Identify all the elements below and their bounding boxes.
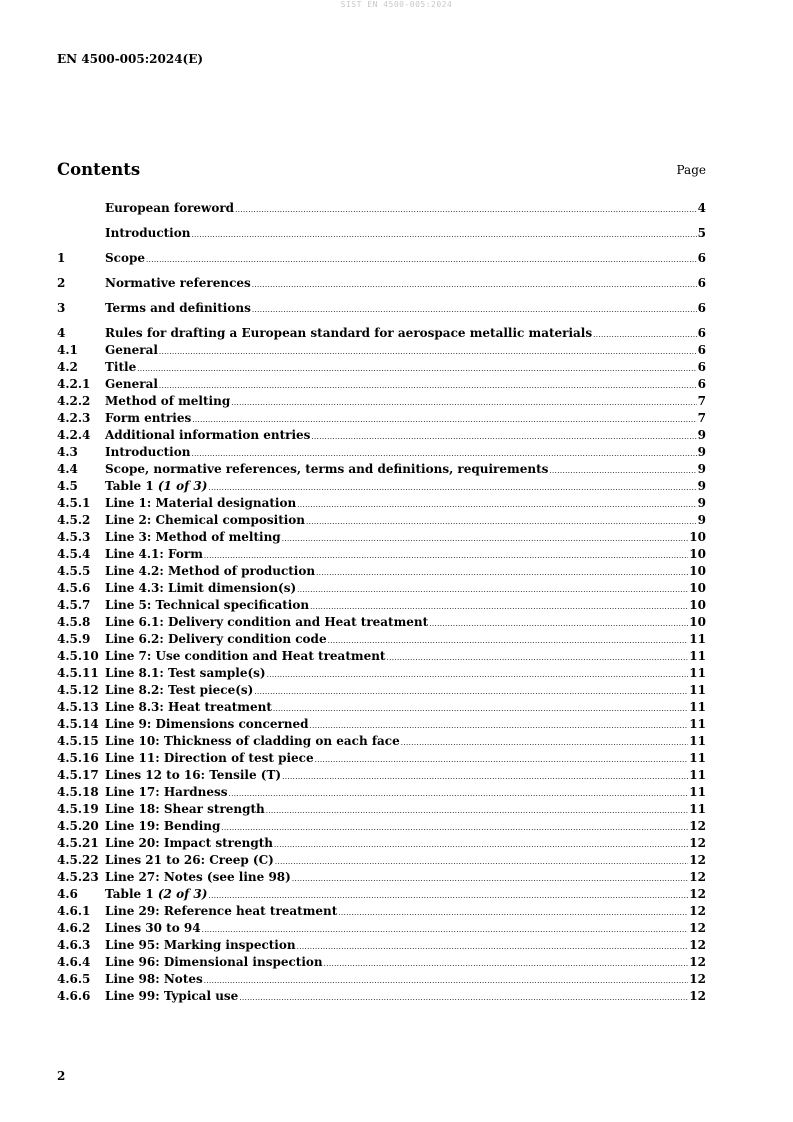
toc-entry[interactable] bbox=[57, 700, 706, 717]
toc-entry-number: 4.5.19 bbox=[57, 802, 99, 816]
toc-entry-title bbox=[105, 666, 266, 680]
toc-dot-leader bbox=[338, 909, 688, 917]
toc-entry-number: 4.2.4 bbox=[57, 428, 91, 442]
toc-entry-title bbox=[105, 343, 158, 357]
toc-entry[interactable] bbox=[57, 226, 706, 243]
toc-entry-number: 4.5 bbox=[57, 479, 78, 493]
toc-entry-title-text: Line 96: Dimensional inspection bbox=[105, 955, 323, 969]
toc-entry-title bbox=[105, 411, 191, 425]
toc-dot-leader bbox=[324, 960, 689, 968]
toc-entry-title bbox=[105, 768, 281, 782]
toc-entry[interactable] bbox=[57, 496, 706, 513]
toc-entry-title bbox=[105, 301, 251, 315]
toc-entry-title bbox=[105, 394, 230, 408]
toc-entry[interactable] bbox=[57, 938, 706, 955]
toc-entry-title-italic: (2 of 3) bbox=[157, 887, 208, 901]
toc-entry-title bbox=[105, 632, 327, 646]
toc-entry-title-italic: (1 of 3) bbox=[157, 479, 208, 493]
watermark: SIST EN 4500-005:2024 bbox=[340, 0, 453, 9]
toc-entry-page: 9 bbox=[697, 479, 706, 493]
toc-entry-title-text: Terms and definitions bbox=[105, 301, 251, 315]
toc-dot-leader bbox=[292, 875, 688, 883]
toc-entry-page: 6 bbox=[697, 343, 706, 357]
toc-dot-leader bbox=[235, 206, 697, 214]
toc-entry-title-text: Line 20: Impact strength bbox=[105, 836, 273, 850]
toc-entry-number: 3 bbox=[57, 301, 66, 315]
toc-entry-page: 11 bbox=[689, 683, 706, 697]
toc-entry[interactable] bbox=[57, 887, 706, 904]
toc-entry-title-text: Normative references bbox=[105, 276, 251, 290]
toc-entry-title bbox=[105, 615, 428, 629]
toc-entry-number: 4.5.20 bbox=[57, 819, 99, 833]
toc-entry-page: 10 bbox=[689, 615, 706, 629]
toc-entry[interactable] bbox=[57, 445, 706, 462]
toc-dot-leader bbox=[239, 994, 688, 1002]
toc-entry-title bbox=[105, 479, 207, 493]
toc-entry-title bbox=[105, 598, 309, 612]
toc-entry-number: 4.6.4 bbox=[57, 955, 91, 969]
toc-entry-title bbox=[105, 870, 291, 884]
toc-entry[interactable] bbox=[57, 201, 706, 218]
toc-entry-title-text: Lines 12 to 16: Tensile (T) bbox=[105, 768, 282, 782]
toc-dot-leader bbox=[229, 790, 689, 798]
page-title: Contents bbox=[57, 160, 141, 179]
toc-entry-number: 4.5.13 bbox=[57, 700, 99, 714]
toc-entry-title-text: Line 7: Use condition and Heat treatment bbox=[105, 649, 386, 663]
toc-dot-leader bbox=[282, 773, 688, 781]
toc-entry-title bbox=[105, 649, 385, 663]
toc-entry-title-text: Line 6.1: Delivery condition and Heat treatment bbox=[105, 615, 429, 629]
toc-entry-title-text: Line 19: Bending bbox=[105, 819, 221, 833]
toc-entry-title bbox=[105, 201, 234, 215]
toc-entry-title bbox=[105, 819, 220, 833]
toc-entry-number: 1 bbox=[57, 251, 66, 265]
toc-entry-number: 4.1 bbox=[57, 343, 78, 357]
toc-entry[interactable] bbox=[57, 819, 706, 836]
toc-dot-leader bbox=[266, 807, 689, 815]
toc-entry-title bbox=[105, 955, 323, 969]
toc-entry-page: 9 bbox=[697, 462, 706, 476]
toc-entry-title bbox=[105, 428, 310, 442]
toc-entry-page: 12 bbox=[689, 938, 706, 952]
toc-entry-page: 11 bbox=[689, 700, 706, 714]
toc-entry-title-text: Table 1 bbox=[105, 887, 158, 901]
toc-entry[interactable] bbox=[57, 377, 706, 394]
page-column-label: Page bbox=[676, 163, 706, 177]
toc-entry-number: 4.5.15 bbox=[57, 734, 99, 748]
toc-entry-title-text: Line 99: Typical use bbox=[105, 989, 239, 1003]
toc-dot-leader bbox=[267, 671, 689, 679]
toc-entry-number: 4.5.10 bbox=[57, 649, 99, 663]
toc-entry-title-text: Line 4.2: Method of production bbox=[105, 564, 316, 578]
toc-entry-number: 2 bbox=[57, 276, 66, 290]
toc-entry-page: 7 bbox=[697, 394, 706, 408]
toc-entry-title-text: Line 5: Technical specification bbox=[105, 598, 310, 612]
toc-entry[interactable] bbox=[57, 870, 706, 887]
toc-entry-page: 12 bbox=[689, 887, 706, 901]
toc-entry-number: 4.5.1 bbox=[57, 496, 91, 510]
toc-dot-leader bbox=[275, 858, 688, 866]
toc-entry[interactable] bbox=[57, 513, 706, 530]
toc-entry-number: 4.5.21 bbox=[57, 836, 99, 850]
toc-entry-page: 10 bbox=[689, 547, 706, 561]
toc-entry-number: 4.2 bbox=[57, 360, 78, 374]
toc-dot-leader bbox=[549, 467, 696, 475]
toc-entry-title bbox=[105, 377, 158, 391]
toc-entry-title-text: Line 98: Notes bbox=[105, 972, 203, 986]
toc-entry-title bbox=[105, 802, 265, 816]
toc-entry-number: 4.5.6 bbox=[57, 581, 91, 595]
toc-entry-number: 4.6.5 bbox=[57, 972, 91, 986]
toc-entry-title-text: Line 27: Notes (see line 98) bbox=[105, 870, 291, 884]
toc-entry[interactable] bbox=[57, 343, 706, 360]
toc-dot-leader bbox=[593, 331, 697, 339]
toc-entry[interactable] bbox=[57, 394, 706, 411]
toc-dot-leader bbox=[159, 348, 697, 356]
toc-entry-number: 4.5.12 bbox=[57, 683, 99, 697]
toc-entry-page: 12 bbox=[689, 904, 706, 918]
toc-entry[interactable] bbox=[57, 717, 706, 734]
toc-entry-title-text: Line 4.3: Limit dimension(s) bbox=[105, 581, 297, 595]
toc-entry-title bbox=[105, 972, 203, 986]
toc-entry[interactable] bbox=[57, 615, 706, 632]
toc-entry-title-text: Scope, normative references, terms and definitions, requirements bbox=[105, 462, 549, 476]
toc-dot-leader bbox=[311, 433, 696, 441]
toc-entry-title bbox=[105, 445, 190, 459]
toc-dot-leader bbox=[192, 416, 696, 424]
toc-entry-title bbox=[105, 683, 253, 697]
toc-entry-number: 4.5.7 bbox=[57, 598, 91, 612]
toc-entry-page: 12 bbox=[689, 870, 706, 884]
toc-entry-page: 10 bbox=[689, 564, 706, 578]
toc-entry-page: 12 bbox=[689, 853, 706, 867]
toc-entry[interactable] bbox=[57, 904, 706, 921]
toc-entry-title-text: Line 2: Chemical composition bbox=[105, 513, 306, 527]
toc-entry[interactable] bbox=[57, 598, 706, 615]
toc-entry[interactable] bbox=[57, 411, 706, 428]
toc-entry-page: 11 bbox=[689, 649, 706, 663]
toc-entry[interactable] bbox=[57, 836, 706, 853]
toc-entry-title bbox=[105, 462, 548, 476]
toc-entry[interactable] bbox=[57, 751, 706, 768]
toc-entry-title bbox=[105, 581, 296, 595]
toc-entry-number: 4.5.14 bbox=[57, 717, 99, 731]
toc-entry-title bbox=[105, 836, 273, 850]
toc-dot-leader bbox=[297, 943, 689, 951]
toc-entry[interactable] bbox=[57, 428, 706, 445]
toc-entry-title-text: Form entries bbox=[105, 411, 192, 425]
toc-entry-page: 12 bbox=[689, 921, 706, 935]
toc-entry-number: 4.6.6 bbox=[57, 989, 91, 1003]
toc-dot-leader bbox=[310, 722, 689, 730]
toc-dot-leader bbox=[297, 586, 688, 594]
toc-entry-page: 12 bbox=[689, 989, 706, 1003]
toc-entry-title-text: Scope bbox=[105, 251, 146, 265]
toc-entry[interactable] bbox=[57, 276, 706, 293]
toc-entry-page: 12 bbox=[689, 819, 706, 833]
toc-entry[interactable] bbox=[57, 326, 706, 343]
toc-entry-number: 4.5.8 bbox=[57, 615, 91, 629]
toc-entry-page: 12 bbox=[689, 955, 706, 969]
toc-dot-leader bbox=[254, 688, 688, 696]
toc-entry-number: 4.5.23 bbox=[57, 870, 99, 884]
toc-entry-title-text: General bbox=[105, 343, 158, 357]
toc-entry-title-text: Line 11: Direction of test piece bbox=[105, 751, 314, 765]
toc-dot-leader bbox=[252, 281, 697, 289]
toc-entry-page: 9 bbox=[697, 428, 706, 442]
page-number: 2 bbox=[57, 1069, 66, 1083]
toc-dot-leader bbox=[316, 569, 688, 577]
toc-entry-number: 4.5.3 bbox=[57, 530, 91, 544]
toc-dot-leader bbox=[328, 637, 689, 645]
toc-entry[interactable] bbox=[57, 301, 706, 318]
toc-entry[interactable] bbox=[57, 251, 706, 268]
toc-entry-number: 4.5.16 bbox=[57, 751, 99, 765]
toc-entry-title bbox=[105, 785, 228, 799]
toc-dot-leader bbox=[401, 739, 689, 747]
toc-entry-title-text: Line 8.1: Test sample(s) bbox=[105, 666, 266, 680]
toc-entry-title bbox=[105, 921, 201, 935]
toc-entry-title-text: Line 18: Shear strength bbox=[105, 802, 265, 816]
toc-entry-title-text: Line 4.1: Form bbox=[105, 547, 203, 561]
toc-entry-title-text: Line 17: Hardness bbox=[105, 785, 228, 799]
toc-dot-leader bbox=[204, 977, 689, 985]
toc-entry-number: 4.5.2 bbox=[57, 513, 91, 527]
toc-dot-leader bbox=[202, 926, 689, 934]
toc-entry-title-text: Lines 30 to 94 bbox=[105, 921, 201, 935]
toc-dot-leader bbox=[274, 841, 688, 849]
toc-entry-page: 10 bbox=[689, 598, 706, 612]
toc-entry-number: 4.5.4 bbox=[57, 547, 91, 561]
toc-entry-page: 10 bbox=[689, 530, 706, 544]
toc-entry-title bbox=[105, 360, 136, 374]
toc-entry-title-text: Line 6.2: Delivery condition code bbox=[105, 632, 327, 646]
toc-entry-page: 10 bbox=[689, 581, 706, 595]
toc-entry-title bbox=[105, 513, 305, 527]
toc-entry-title bbox=[105, 717, 309, 731]
toc-entry[interactable] bbox=[57, 768, 706, 785]
toc-entry-title bbox=[105, 989, 238, 1003]
toc-entry[interactable] bbox=[57, 853, 706, 870]
toc-entry-title-text: Table 1 bbox=[105, 479, 158, 493]
toc-entry-title bbox=[105, 226, 190, 240]
toc-entry-title-text: Line 95: Marking inspection bbox=[105, 938, 296, 952]
toc-entry-title bbox=[105, 564, 315, 578]
toc-entry-page: 12 bbox=[689, 972, 706, 986]
toc-dot-leader bbox=[191, 231, 696, 239]
toc-entry-number: 4.3 bbox=[57, 445, 78, 459]
toc-entry-page: 6 bbox=[697, 326, 706, 340]
document-id: EN 4500-005:2024(E) bbox=[57, 52, 204, 66]
toc-entry-title-text: Introduction bbox=[105, 226, 191, 240]
toc-entry-title-text: Line 1: Material designation bbox=[105, 496, 297, 510]
toc-entry-page: 12 bbox=[689, 836, 706, 850]
toc-entry[interactable] bbox=[57, 955, 706, 972]
toc-dot-leader bbox=[204, 552, 688, 560]
toc-entry[interactable] bbox=[57, 530, 706, 547]
table-of-contents bbox=[57, 201, 706, 1006]
toc-entry-page: 11 bbox=[689, 802, 706, 816]
toc-entry-title-text: Additional information entries bbox=[105, 428, 311, 442]
toc-entry-page: 6 bbox=[697, 251, 706, 265]
toc-entry[interactable] bbox=[57, 989, 706, 1006]
toc-entry-title-text: Title bbox=[105, 360, 137, 374]
toc-entry-title bbox=[105, 751, 314, 765]
toc-entry-title-text: General bbox=[105, 377, 158, 391]
toc-entry-number: 4.5.18 bbox=[57, 785, 99, 799]
toc-entry-title-text: Line 3: Method of melting bbox=[105, 530, 281, 544]
toc-entry-title bbox=[105, 251, 145, 265]
toc-entry-title bbox=[105, 887, 207, 901]
toc-entry[interactable] bbox=[57, 564, 706, 581]
toc-entry-number: 4.2.3 bbox=[57, 411, 91, 425]
toc-entry-title bbox=[105, 734, 400, 748]
toc-entry-number: 4.2.1 bbox=[57, 377, 91, 391]
toc-entry[interactable] bbox=[57, 547, 706, 564]
toc-entry-title-text: Lines 21 to 26: Creep (C) bbox=[105, 853, 274, 867]
toc-dot-leader bbox=[191, 450, 696, 458]
toc-entry-page: 6 bbox=[697, 301, 706, 315]
toc-entry-number: 4.5.9 bbox=[57, 632, 91, 646]
toc-entry-number: 4.6.2 bbox=[57, 921, 91, 935]
toc-entry[interactable] bbox=[57, 632, 706, 649]
toc-entry-title bbox=[105, 496, 296, 510]
toc-entry[interactable] bbox=[57, 581, 706, 598]
toc-entry-page: 11 bbox=[689, 768, 706, 782]
toc-entry-title-text: Line 8.2: Test piece(s) bbox=[105, 683, 254, 697]
toc-dot-leader bbox=[159, 382, 697, 390]
toc-entry-page: 5 bbox=[697, 226, 706, 240]
toc-entry[interactable] bbox=[57, 785, 706, 802]
toc-entry[interactable] bbox=[57, 921, 706, 938]
toc-dot-leader bbox=[146, 256, 697, 264]
toc-entry-title-text: Line 8.3: Heat treatment bbox=[105, 700, 272, 714]
toc-entry-page: 11 bbox=[689, 734, 706, 748]
toc-entry-title-text: Line 29: Reference heat treatment bbox=[105, 904, 338, 918]
toc-entry-page: 7 bbox=[697, 411, 706, 425]
toc-dot-leader bbox=[208, 892, 688, 900]
toc-entry-page: 11 bbox=[689, 751, 706, 765]
toc-dot-leader bbox=[273, 705, 688, 713]
toc-dot-leader bbox=[297, 501, 696, 509]
toc-entry-page: 6 bbox=[697, 377, 706, 391]
toc-entry-title bbox=[105, 904, 337, 918]
toc-entry-title bbox=[105, 700, 272, 714]
toc-entry-title bbox=[105, 326, 592, 340]
toc-entry[interactable] bbox=[57, 479, 706, 496]
toc-dot-leader bbox=[252, 306, 697, 314]
toc-dot-leader bbox=[386, 654, 688, 662]
toc-entry-page: 9 bbox=[697, 445, 706, 459]
toc-entry[interactable] bbox=[57, 462, 706, 479]
toc-entry-title bbox=[105, 547, 203, 561]
toc-entry-number: 4.6 bbox=[57, 887, 78, 901]
toc-entry-page: 6 bbox=[697, 360, 706, 374]
toc-dot-leader bbox=[282, 535, 689, 543]
toc-entry-title-text: Line 9: Dimensions concerned bbox=[105, 717, 309, 731]
toc-entry-number: 4.5.5 bbox=[57, 564, 91, 578]
toc-entry-title bbox=[105, 276, 251, 290]
toc-entry-page: 11 bbox=[689, 785, 706, 799]
toc-entry-page: 11 bbox=[689, 717, 706, 731]
toc-entry-page: 9 bbox=[697, 513, 706, 527]
toc-entry[interactable] bbox=[57, 972, 706, 989]
toc-entry-title-text: Introduction bbox=[105, 445, 191, 459]
toc-entry-page: 4 bbox=[697, 201, 706, 215]
toc-entry-number: 4.5.17 bbox=[57, 768, 99, 782]
toc-entry-number: 4.4 bbox=[57, 462, 78, 476]
toc-entry-page: 11 bbox=[689, 632, 706, 646]
toc-entry-title-text: Line 10: Thickness of cladding on each face bbox=[105, 734, 400, 748]
toc-entry-number: 4.6.1 bbox=[57, 904, 91, 918]
toc-entry-number: 4.5.11 bbox=[57, 666, 99, 680]
toc-entry[interactable] bbox=[57, 360, 706, 377]
toc-entry-page: 9 bbox=[697, 496, 706, 510]
toc-entry[interactable] bbox=[57, 666, 706, 683]
toc-entry-title bbox=[105, 853, 274, 867]
toc-dot-leader bbox=[221, 824, 688, 832]
toc-dot-leader bbox=[231, 399, 696, 407]
toc-entry-number: 4 bbox=[57, 326, 66, 340]
toc-entry-number: 4.5.22 bbox=[57, 853, 99, 867]
toc-entry[interactable] bbox=[57, 649, 706, 666]
toc-dot-leader bbox=[137, 365, 696, 373]
toc-entry-title-text: European foreword bbox=[105, 201, 235, 215]
toc-entry-page: 6 bbox=[697, 276, 706, 290]
toc-entry-number: 4.6.3 bbox=[57, 938, 91, 952]
toc-dot-leader bbox=[429, 620, 688, 628]
toc-entry[interactable] bbox=[57, 734, 706, 751]
toc-entry-title-text: Method of melting bbox=[105, 394, 231, 408]
toc-dot-leader bbox=[315, 756, 689, 764]
toc-entry[interactable] bbox=[57, 683, 706, 700]
toc-entry-title-text: Rules for drafting a European standard for aerospace metallic materials bbox=[105, 326, 593, 340]
toc-entry-number: 4.2.2 bbox=[57, 394, 91, 408]
toc-dot-leader bbox=[208, 484, 696, 492]
toc-dot-leader bbox=[310, 603, 688, 611]
toc-entry-page: 11 bbox=[689, 666, 706, 680]
toc-entry-title bbox=[105, 938, 296, 952]
toc-entry-title bbox=[105, 530, 281, 544]
toc-entry[interactable] bbox=[57, 802, 706, 819]
toc-dot-leader bbox=[306, 518, 697, 526]
